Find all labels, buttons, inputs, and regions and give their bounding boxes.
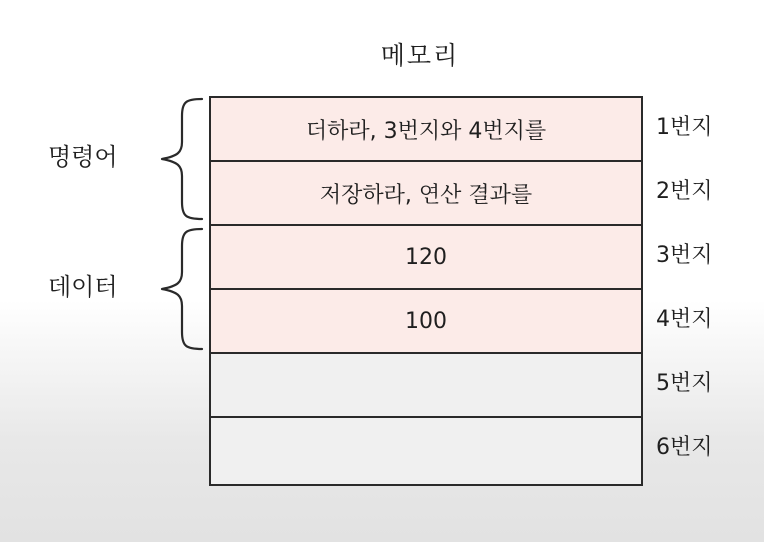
memory-cell-4-content: 100 [405,308,447,334]
memory-cell-4 [211,290,641,354]
address-label-2: 2번지 [656,179,713,204]
instruction-brace-icon [156,96,206,222]
memory-cell-2-content: 저장하라, 연산 결과를 [319,182,533,208]
memory-cell-1 [211,98,641,162]
memory-cell-3 [211,226,641,290]
memory-cell-3-content: 120 [405,244,447,270]
memory-cell-2 [211,162,641,226]
instruction-group-label: 명령어 [48,143,118,171]
memory-table [209,96,643,486]
address-label-1: 1번지 [656,115,713,140]
memory-cell-6 [211,418,641,484]
address-label-3: 3번지 [656,243,713,268]
address-label-5: 5번지 [656,371,713,396]
data-group-label: 데이터 [48,273,118,301]
memory-cell-5 [211,354,641,418]
address-label-4: 4번지 [656,307,713,332]
memory-title: 메모리 [380,41,460,70]
address-label-6: 6번지 [656,435,713,460]
memory-cell-1-content: 더하라, 3번지와 4번지를 [305,118,547,144]
data-brace-icon [156,226,206,352]
